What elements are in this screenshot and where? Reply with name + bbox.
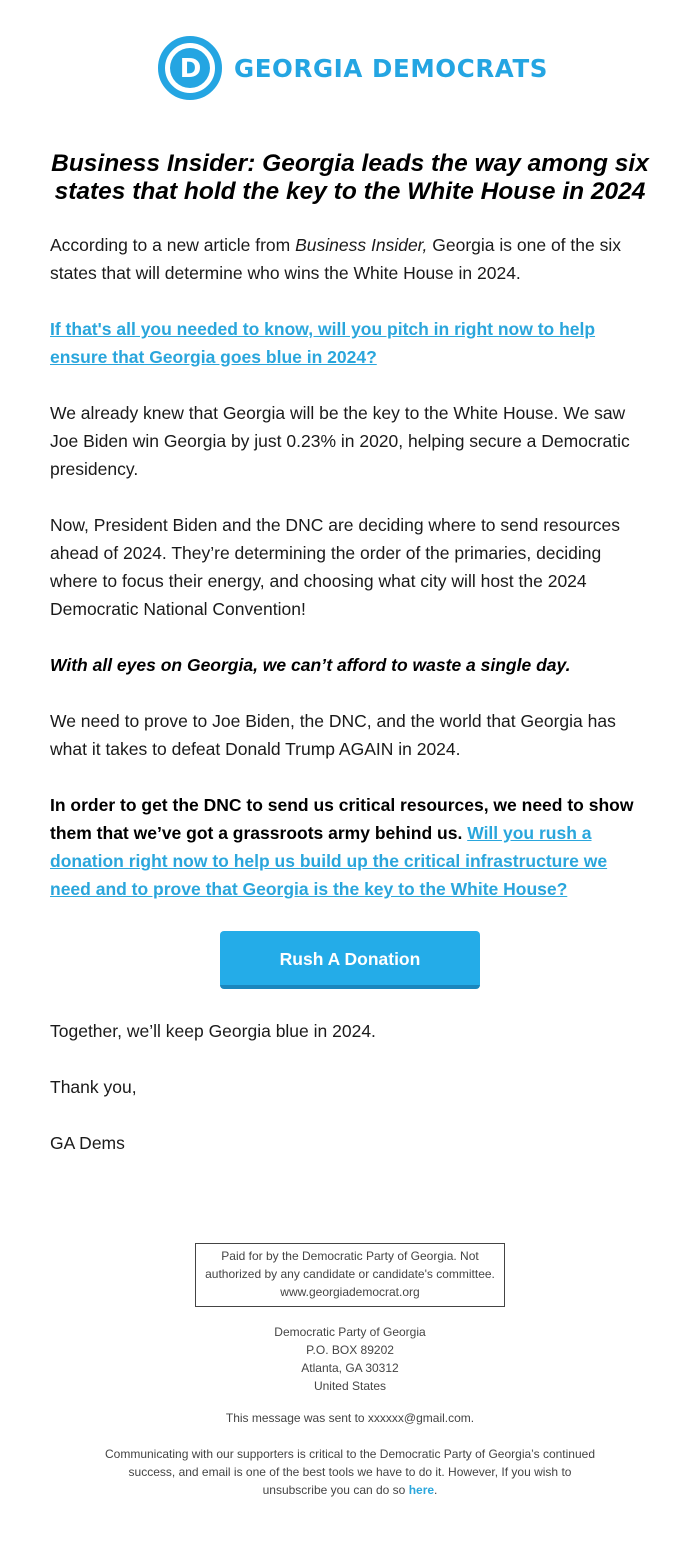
publication-name: Business Insider, [295,235,428,255]
unsubscribe-link[interactable]: here [408,1483,435,1497]
mailing-address [0,1323,700,1395]
unsubscribe-end: . [434,1483,438,1497]
donate-link-1[interactable]: If that's all you needed to know, will you pitch in right now to help ensure that Georgia goes blue in 2024? [50,319,596,367]
rush-donation-button[interactable]: Rush A Donation [220,931,480,989]
unsubscribe-text: Communicating with our supporters is critical to the Democratic Party of Georgia’s continued success, and email is one of the best tools we have to do it. However, If you wish to unsubscribe you can do so [105,1447,595,1497]
disclaimer-line: Paid for by the Democratic Party of Georgia. Not [221,1249,479,1263]
closing-paragraph: Together, we’ll keep Georgia blue in 2024. [50,1021,376,1041]
email-body [50,150,650,1185]
cta-container [50,931,650,989]
grassroots-bold-text: In order to get the DNC to send us critical resources, we need to show them that we’ve got a grassroots army behind us. [50,795,634,843]
emphasis-text: With all eyes on Georgia, we can’t afford to waste a single day. [50,655,571,675]
intro-text-end: Georgia is one of the six states that will determine who wins the White House in 2024. [50,235,621,283]
city-state-zip: Atlanta, GA 30312 [301,1361,399,1375]
logo-letter: D [179,54,202,84]
disclaimer-website: www.georgiademocrat.org [280,1285,420,1299]
intro-text-start: According to a new article from [50,235,296,255]
resources-paragraph: Now, President Biden and the DNC are deciding where to send resources ahead of 2024. They’re determining the order of the primaries, deciding where to focus their energy, and choosing what city will host the 2024 Democratic National Convention! [50,515,621,619]
donate-link-2[interactable]: Will you rush a donation right now to help us build up the critical infrastructure we need and to prove that Georgia is the key to the White House? [50,823,608,899]
logo-text: GEORGIA DEMOCRATS [234,53,548,83]
signature: GA Dems [50,1133,125,1153]
thanks-paragraph: Thank you, [50,1077,137,1097]
donate-link-paragraph [50,315,650,371]
georgia-democrats-logo[interactable] [158,36,548,100]
paid-for-disclaimer [195,1243,505,1307]
email-header [0,0,700,110]
headline: Business Insider: Georgia leads the way among six states that hold the key to the White House in 2024 [51,150,649,205]
sent-to-notice: This message was sent to xxxxxx@gmail.com. [225,1411,475,1425]
po-box: P.O. BOX 89202 [306,1343,394,1357]
context-paragraph: We already knew that Georgia will be the key to the White House. We saw Joe Biden win Georgia by just 0.23% in 2020, helping secure a Democratic presidency. [50,403,630,479]
prove-paragraph: We need to prove to Joe Biden, the DNC, and the world that Georgia has what it takes to defeat Donald Trump AGAIN in 2024. [50,711,616,759]
intro-paragraph [50,231,650,287]
unsubscribe-notice [0,1445,700,1499]
grassroots-paragraph [50,791,650,903]
democrats-d-logo-icon [158,36,222,100]
org-name: Democratic Party of Georgia [274,1325,426,1339]
disclaimer-line: authorized by any candidate or candidate's committee. [205,1267,495,1281]
email-footer [0,1243,700,1499]
emphasis-paragraph [50,651,650,679]
country: United States [313,1379,387,1393]
